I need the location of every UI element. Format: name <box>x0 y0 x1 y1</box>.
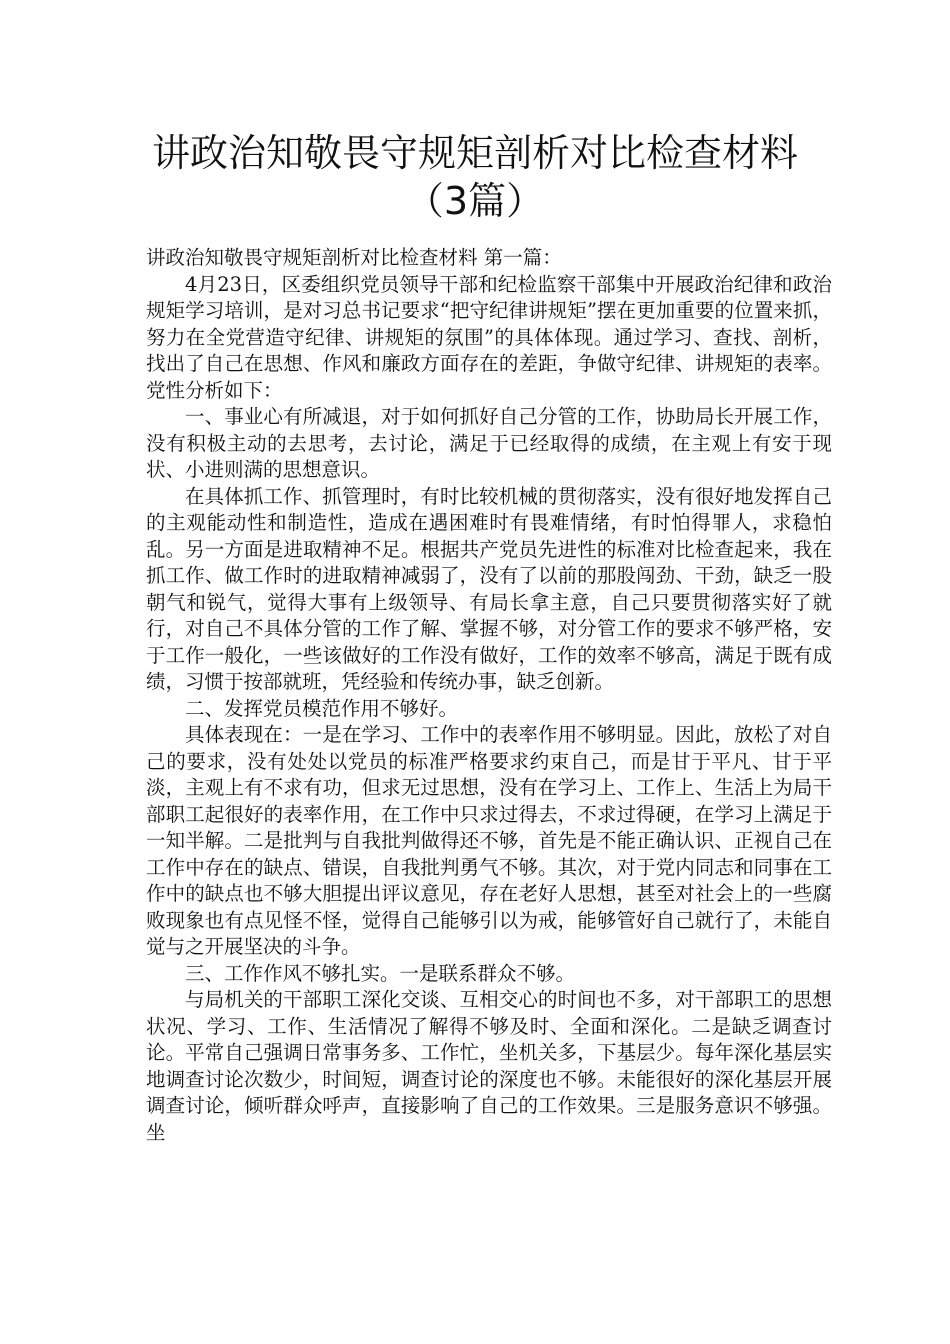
paragraph: 在具体抓工作、抓管理时，有时比较机械的贯彻落实，没有很好地发挥自己的主观能动性和制造性，造成在遇困难时有畏难情绪，有时怕得罪人，求稳怕乱。另一方面是进取精神不足。根据共产党员先进性的标准对比检查起来，我在抓工作、做工作时的进取精神减弱了，没有了以前的那股闯劲、干劲，缺乏一股朝气和锐气，觉得大事有上级领导、有局长拿主意，自己只要贯彻落实好了就行，对自己不具体分管的工作了解、掌握不够，对分管工作的要求不够严格，安于工作一般化，一些该做好的工作没有做好，工作的效率不够高，满足于既有成绩，习惯于按部就班，凭经验和传统办事，缺乏创新。 <box>146 484 832 693</box>
paragraph: 三、工作作风不够扎实。一是联系群众不够。 <box>185 961 576 985</box>
paragraph: 4月23日，区委组织党员领导干部和纪检监察干部集中开展政治纪律和政治规矩学习培训，是对习总书记要求“把守纪律讲规矩”摆在更加重要的位置来抓，努力在全党营造守纪律、讲规矩的氛围”的具体体现。通过学习、查找、剖析，找出了自己在思想、作风和廉政方面存在的差距，争做守纪律、讲规矩的表率。党性分析如下： <box>146 272 832 402</box>
paragraph: 与局机关的干部职工深化交谈、互相交心的时间也不多，对干部职工的思想状况、学习、工作、生活情况了解得不够及时、全面和深化。二是缺乏调查讨论。平常自己强调日常事务多、工作忙，坐机关多，下基层少。每年深化基层实地调查讨论次数少，时间短，调查讨论的深度也不够。未能很好的深化基层开展调查讨论，倾听群众呼声，直接影响了自己的工作效果。三是服务意识不够强。坐 <box>146 988 832 1144</box>
section-heading: 讲政治知敬畏守规矩剖析对比检查材料 第一篇： <box>146 246 562 269</box>
paragraph: 二、发挥党员模范作用不够好。 <box>185 696 459 720</box>
paragraph: 一、事业心有所减退，对于如何抓好自己分管的工作，协助局长开展工作，没有积极主动的去思考，去讨论，满足于已经取得的成绩，在主观上有安于现状、小进则满的思想意识。 <box>146 405 832 481</box>
document-title: 讲政治知敬畏守规矩剖析对比检查材料 <box>151 131 798 175</box>
document-title-count: （3篇） <box>405 179 545 223</box>
paragraph: 具体表现在：一是在学习、工作中的表率作用不够明显。因此，放松了对自己的要求，没有处处以党员的标准严格要求约束自己，而是甘于平凡、甘于平淡，主观上有不求有功，但求无过思想，没有在学习上、工作上、生活上为局干部职工起很好的表率作用，在工作中只求过得去，不求过得硬，在学习上满足于一知半解。二是批判与自我批判做得还不够，首先是不能正确认识、正视自己在工作中存在的缺点、错误，自我批判勇气不够。其次，对于党内同志和同事在工作中的缺点也不够大胆提出评议意见，存在老好人思想，甚至对社会上的一些腐败现象也有点见怪不怪，觉得自己能够引以为戒，能够管好自己就行了，未能自觉与之开展坚决的斗争。 <box>146 723 832 958</box>
document-body <box>146 245 832 1146</box>
